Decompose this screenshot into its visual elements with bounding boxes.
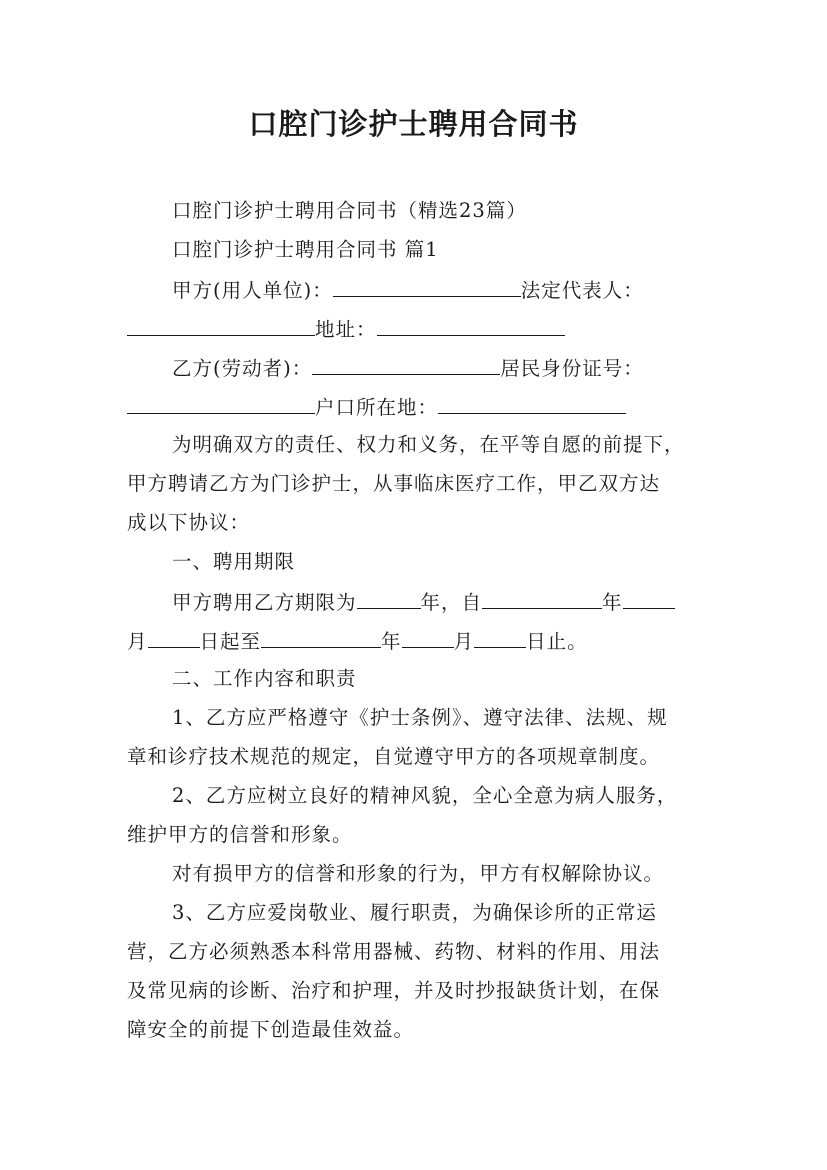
duty-line-6: 3、乙方应爱岗敬业、履行职责，为确保诊所的正常运: [172, 901, 657, 924]
end-day-blank[interactable]: [474, 625, 526, 648]
legal-rep-label: 法定代表人：: [520, 279, 644, 302]
party-b-name-blank[interactable]: [312, 352, 500, 375]
intro-line-3: 成以下协议：: [127, 511, 251, 534]
party-b-label: 乙方(劳动者)：: [172, 357, 313, 380]
document-subtitle: 口腔门诊护士聘用合同书（精选23篇）: [172, 199, 527, 222]
address-label: 地址：: [315, 318, 377, 341]
start-month-unit: 月: [127, 630, 148, 653]
heading-term: 一、聘用期限: [172, 550, 296, 573]
duty-line-4: 维护甲方的信誉和形象。: [127, 823, 353, 846]
term-line-1: [172, 586, 675, 618]
start-year-blank[interactable]: [482, 586, 602, 609]
end-day-unit: 日止。: [526, 630, 588, 653]
start-day-unit: 日起至: [199, 630, 262, 653]
duty-line-9: 障安全的前提下创造最佳效益。: [127, 1018, 415, 1041]
party-a-line: [172, 274, 644, 306]
intro-line-1: 为明确双方的责任、权力和义务，在平等自愿的前提下，: [172, 433, 685, 456]
term-years-blank[interactable]: [357, 586, 421, 609]
residence-blank[interactable]: [438, 391, 626, 414]
duty-line-2: 章和诊疗技术规范的规定，自觉遵守甲方的各项规章制度。: [127, 745, 661, 768]
party-a-name-blank[interactable]: [333, 274, 521, 297]
duty-line-8: 及常见病的诊断、治疗和护理，并及时抄报缺货计划，在保: [127, 979, 661, 1002]
intro-line-2: 甲方聘请乙方为门诊护士，从事临床医疗工作，甲乙双方达: [127, 472, 661, 495]
duty-line-1: 1、乙方应严格遵守《护士条例》、遵守法律、法规、规: [172, 706, 668, 729]
start-year-unit: 年: [602, 591, 623, 614]
address-blank[interactable]: [377, 313, 565, 336]
start-month-blank[interactable]: [623, 586, 675, 609]
party-b-line-2: [127, 391, 626, 423]
section-title: 口腔门诊护士聘用合同书 篇1: [172, 238, 439, 261]
duty-line-5: 对有损甲方的信誉和形象的行为，甲方有权解除协议。: [172, 862, 665, 885]
start-day-blank[interactable]: [148, 625, 200, 648]
legal-rep-blank[interactable]: [127, 313, 315, 336]
end-year-unit: 年: [381, 630, 402, 653]
duty-line-7: 营，乙方必须熟悉本科常用器械、药物、材料的作用、用法: [127, 940, 661, 963]
end-month-blank[interactable]: [402, 625, 454, 648]
end-month-unit: 月: [453, 630, 475, 653]
term-line-2: [127, 625, 588, 657]
party-a-label: 甲方(用人单位)：: [172, 279, 333, 302]
term-text: 甲方聘用乙方期限为: [172, 591, 357, 614]
end-year-blank[interactable]: [261, 625, 381, 648]
heading-duties: 二、工作内容和职责: [172, 667, 357, 690]
party-b-line: [172, 352, 644, 384]
document-title: 口腔门诊护士聘用合同书: [248, 107, 579, 141]
party-a-line-2: [127, 313, 565, 345]
id-number-blank[interactable]: [127, 391, 315, 414]
duty-line-3: 2、乙方应树立良好的精神风貌，全心全意为病人服务，: [172, 784, 678, 807]
residence-label: 户口所在地：: [315, 396, 439, 419]
term-year-from: 年，自: [420, 591, 483, 614]
id-number-label: 居民身份证号：: [500, 357, 644, 380]
